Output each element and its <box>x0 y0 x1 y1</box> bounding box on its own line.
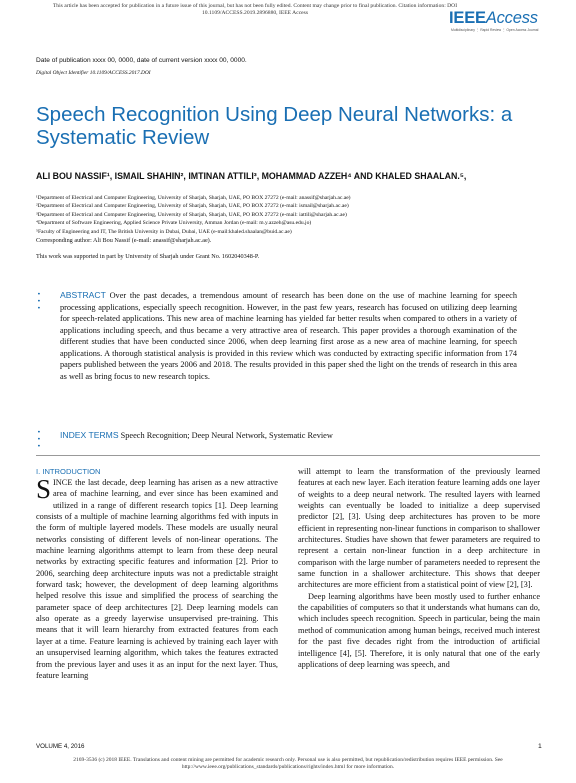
section-divider <box>36 455 540 456</box>
bottom-copyright-notice <box>0 757 576 772</box>
index-terms-label: INDEX TERMS <box>60 430 119 440</box>
paper-title: Speech Recognition Using Deep Neural Networks: a Systematic Review <box>36 103 513 149</box>
drop-cap: S <box>36 474 52 504</box>
intro-paragraph-1 <box>36 474 278 681</box>
top-notice-line2: 10.1109/ACCESS.2019.2896880, IEEE Access <box>201 10 309 17</box>
right-column <box>298 466 540 670</box>
volume-label: VOLUME 4, 2016 <box>36 743 85 750</box>
intro-text-col1: the last decade, deep learning has arisen as a new attractive area of machine learning, and ever since has been examined and utilized in a range of different research topics [1]. Deep learning consists of a multiple of machine learning algorithms fed with inputs in the form of multiple layered models. These models are usually neural networks consisting of different levels of non-linear operations. The machine learning algorithms attempt to learn from these deep neural networks by extracting specific features and information [2]. Prior to 2006, searching deep architecture inputs was not a predictable straight forward task; however, the development of deep learning algorithms helped resolve this issue and simplified the process of searching the parameter space of deep architectures [2]. Deep learning models can also operate as a greedy layerwise unsupervised pre-training. This means that it will learn hierarchy from extracted features from each layer at a time. Feature learning is achieved by training each layer with an unsupervised learning algorithm, which takes the features extracted from the previous layer and uses it as an input for the next layer. Thus, feature learning <box>36 478 278 680</box>
page-number: 1 <box>538 743 542 750</box>
affiliation-5: ⁵Faculty of Engineering and IT, The British University in Dubai, Dubai, UAE (e-mail:khaled.shaalan@buid.ac.ae) <box>36 228 292 235</box>
bottom-notice-line1: 2169-3536 (c) 2018 IEEE. Translations and content mining are permitted for academic research only. Personal use is also permitted, but republication/redistribution requires IEEE permission. See <box>73 757 503 763</box>
index-terms <box>60 430 520 440</box>
intro-text-col2-p2: Deep learning algorithms have been mostly used to further enhance the capabilities of computers so that it understands what humans can do, which includes speech recognition. Speech in particular, being the main method of communication among human beings, received much interest for the past five decades right from the introduction of artificial intelligence [4], [5]. Therefore, it is only natural that one of the early applications of deep learning was speech, and <box>298 591 540 669</box>
affiliation-3: ³Department of Electrical and Computer Engineering, University of Sharjah, Sharjah, UAE, PO BOX 27272 (e-mail: iattili@sharjah.ac.ae) <box>36 211 347 218</box>
logo-accent: Access <box>485 9 538 27</box>
abstract-text: Over the past decades, a tremendous amount of research has been done on the use of machine learning for speech processing applications, especially speech recognition. However, in the past few years, research has focused on utilizing deep learning for speech-related applications. This new area of machine learning has yielded far better results when compared to others in a variety of applications including speech, and thus became a very attractive area of research. This paper provides a thorough examination of the different studies that have been conducted since 2006, when deep learning first arose as a new area of machine learning, for speech applications. A thorough statistical analysis is provided in this review which was conducted by extracting specific information from 174 papers published between the years 2006 and 2018. The results provided in this paper shed the light on the trends of research in this area as well as bring focus to new research topics. <box>60 291 517 381</box>
ieee-access-logo <box>449 9 538 28</box>
index-terms-text: Speech Recognition; Deep Neural Network, Systematic Review <box>120 431 333 440</box>
abstract-marker-icon: • • • <box>37 290 41 312</box>
intro-text-col2-p1: will attempt to learn the transformation of the previously learned features at each new layer. Each iteration feature learning adds one layer of weights to a deep neural network. The resulted layers with learned weights can eventually be loaded to initialize a deep supervised predictor [2], [3]. Using deep architectures has proven to be more efficient in representing non-linear functions in comparison to shallower architectures. Studies have shown that fewer parameters are required to represent a certain non-linear function in a deep architecture in comparison with the large number of parameters needed to represent the same function in a shallower architecture. This shows that deeper architectures are more efficient from a statistical point of view [2], [3]. <box>298 467 540 590</box>
logo-tagline: Multidisciplinary ⋮ Rapid Review ⋮ Open Access Journal <box>451 28 539 32</box>
affiliation-2: ²Department of Electrical and Computer Engineering, University of Sharjah, Sharjah, UAE, PO BOX 27272 (e-mail: ismail@sharjah.ac.ae) <box>36 203 349 210</box>
publication-date: Date of publication xxxx 00, 0000, date of current version xxxx 00, 0000. <box>36 57 247 64</box>
lead-word: INCE <box>53 478 73 487</box>
funding-note: This work was supported in part by University of Sharjah under Grant No. 1602040348-P. <box>36 253 260 260</box>
doi-line: Digital Object Identifier 10.1109/ACCESS.2017.DOI <box>36 70 151 76</box>
abstract-label: ABSTRACT <box>60 290 106 300</box>
section-heading-introduction: I. INTRODUCTION <box>36 467 101 476</box>
abstract <box>60 290 517 382</box>
affiliations <box>36 194 516 236</box>
top-copyright-notice <box>0 3 510 18</box>
affiliation-4: ⁴Department of Software Engineering, Applied Science Private University, Amman Jordan (e-mail: m.y.azzeh@asu.edu.jo) <box>36 220 312 227</box>
corresponding-author: Corresponding author: Ali Bou Nassif (e-mail: anassif@sharjah.ac.ae). <box>36 237 212 244</box>
top-notice-line1: This article has been accepted for publication in a future issue of this journal, but has not been fully edited. Content may change prior to final publication. Citation information: DOI <box>52 3 458 9</box>
affiliation-1: ¹Department of Electrical and Computer Engineering, University of Sharjah, Sharjah, UAE, PO BOX 27272 (e-mail: anassif@sharjah.ac.ae) <box>36 195 351 201</box>
left-column <box>36 474 278 681</box>
index-terms-marker-icon: • • • <box>37 428 41 450</box>
logo-main: IEEE <box>449 9 486 27</box>
bottom-notice-line2: http://www.ieee.org/publications_standards/publications/rights/index.html for more information. <box>181 764 395 771</box>
author-list: ALI BOU NASSIF¹, ISMAIL SHAHIN², IMTINAN ATTILI³, MOHAMMAD AZZEH⁴ AND KHALED SHAALAN.⁵, <box>36 171 467 181</box>
